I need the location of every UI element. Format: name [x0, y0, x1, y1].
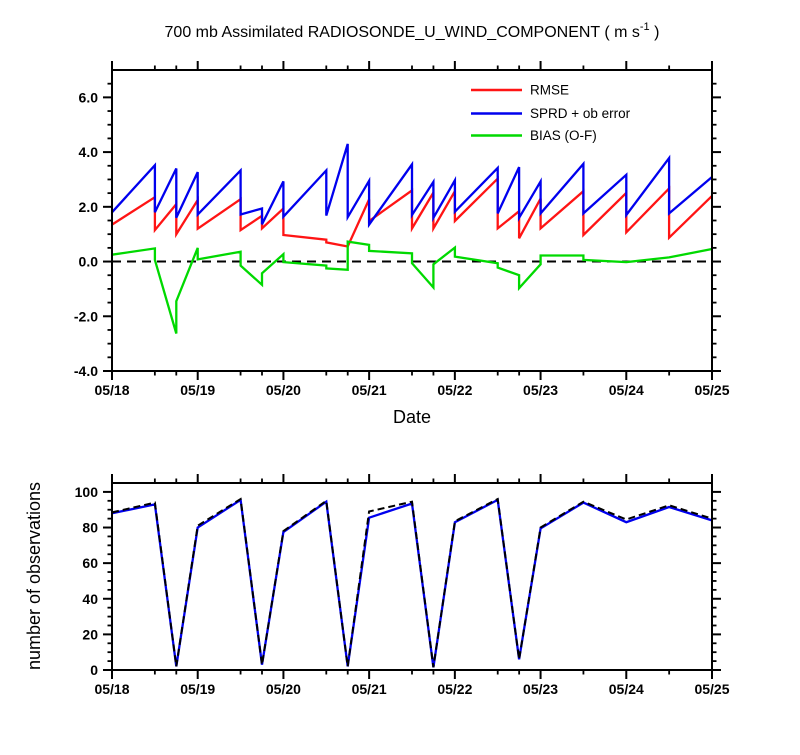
y-tick-label: 0 [90, 662, 98, 678]
chart-title-superscript: -1 [639, 21, 650, 33]
x-tick-label: 05/22 [437, 681, 473, 697]
x-tick-label: 05/19 [180, 681, 216, 697]
series-bias-o-f- [112, 242, 712, 334]
chart-title-main: 700 mb Assimilated RADIOSONDE_U_WIND_COMPONENT ( m s [164, 24, 640, 41]
x-tick-label: 05/24 [608, 681, 644, 697]
upper-chart-rmse-spread-bias [74, 61, 730, 398]
y-tick-label: 80 [82, 519, 98, 536]
x-tick-label: 05/19 [180, 382, 216, 398]
y-tick-label: 20 [82, 626, 98, 643]
x-tick-label: 05/21 [351, 382, 387, 398]
x-tick-label: 05/20 [265, 382, 301, 398]
x-tick-label: 05/23 [523, 681, 559, 697]
x-tick-label: 05/24 [608, 382, 644, 398]
lower-chart-observation-count [75, 474, 730, 697]
y-tick-label: 40 [82, 590, 98, 607]
y-tick-label: 100 [74, 483, 98, 500]
y-tick-label: 4.0 [78, 144, 98, 161]
x-tick-label: 05/18 [94, 681, 130, 697]
legend-label-rmse: RMSE [530, 82, 570, 98]
legend-label-bias: BIAS (O-F) [530, 128, 597, 143]
series-sprd-ob-error [112, 144, 712, 225]
x-tick-label: 05/23 [523, 382, 559, 398]
chart-title [165, 21, 660, 41]
x-tick-label: 05/18 [94, 382, 130, 398]
series-blue-solid [112, 500, 712, 667]
y-tick-label: 6.0 [78, 89, 98, 106]
legend [471, 83, 631, 144]
x-tick-label: 05/25 [694, 681, 730, 697]
legend-label-sprd: SPRD + ob error [530, 106, 631, 121]
x-axis-title-date: Date [392, 407, 432, 427]
x-tick-label: 05/21 [351, 681, 387, 697]
y-tick-label: -2.0 [73, 308, 98, 325]
y-tick-label: 2.0 [78, 198, 98, 215]
x-tick-label: 05/22 [437, 382, 473, 398]
x-tick-label: 05/20 [265, 681, 301, 697]
chart-title-close: ) [649, 24, 660, 41]
y-tick-label: -4.0 [73, 363, 98, 379]
y-tick-label: 60 [82, 555, 98, 572]
y-axis-title-number-of-observations: number of observations [24, 481, 44, 671]
x-tick-label: 05/25 [694, 382, 730, 398]
y-tick-label: 0.0 [78, 253, 98, 270]
